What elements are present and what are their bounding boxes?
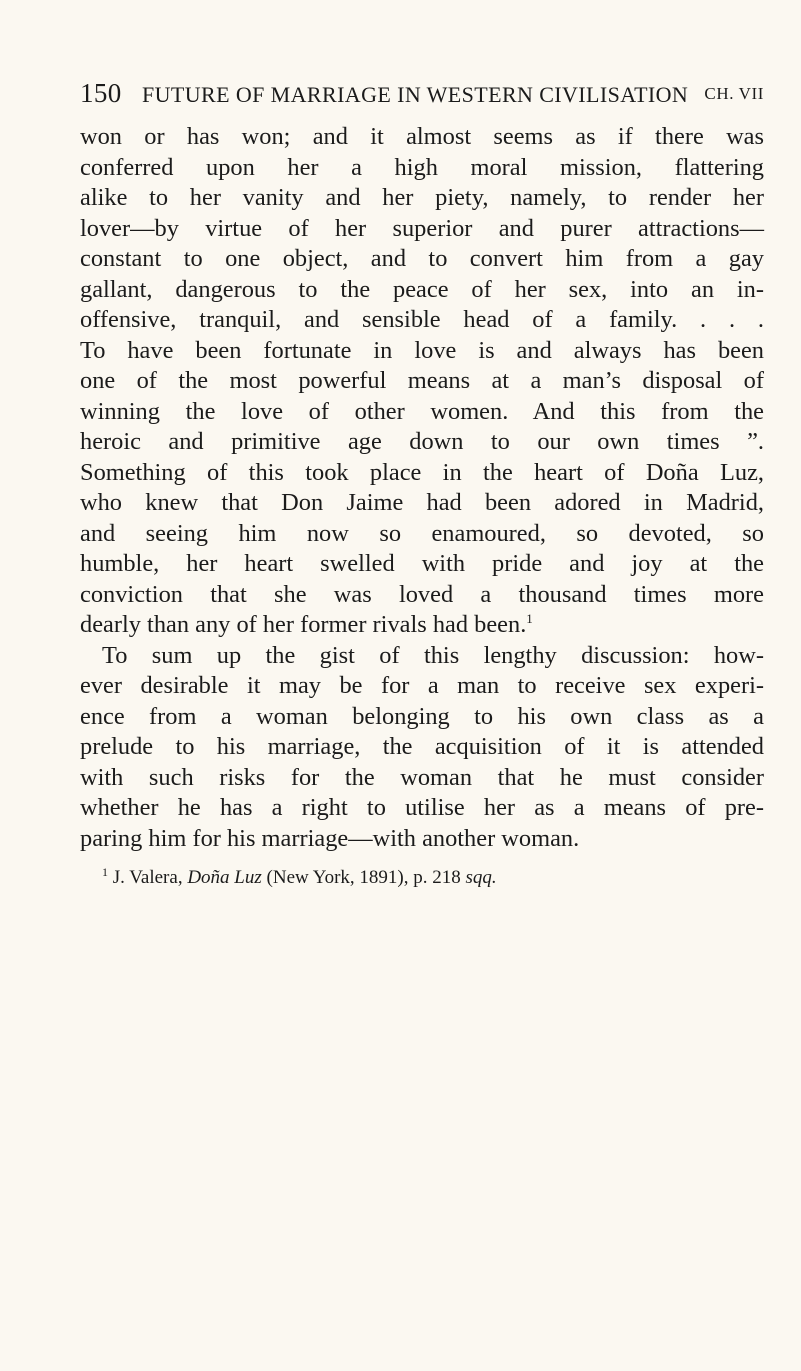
footnote <box>80 866 764 890</box>
text-line: with such risks for the woman that he must consider <box>80 763 764 791</box>
text-line: offensive, tranquil, and sensible head of a family. . . . <box>80 306 764 333</box>
footnote-sqq: sqq. <box>465 867 497 888</box>
running-title: FUTURE OF MARRIAGE IN WESTERN CIVILISATION <box>142 82 689 107</box>
text-line: dearly than any of her former rivals had been. <box>80 611 527 638</box>
text-line: won or has won; and it almost seems as if there was <box>80 123 764 150</box>
chapter-label: CH. VII <box>704 84 764 103</box>
footnote-number: 1 <box>102 865 108 879</box>
text-line: alike to her vanity and her piety, namely, to render her <box>80 184 764 211</box>
footnote-details: (New York, 1891), p. 218 <box>266 867 461 888</box>
text-line: Something of this took place in the heart of Doña Luz, <box>80 458 764 486</box>
footnote-book-title: Doña Luz <box>187 867 262 888</box>
text-line: prelude to his marriage, the acquisition of it is attended <box>80 733 764 760</box>
text-line: gallant, dangerous to the peace of her sex, into an in- <box>80 275 764 303</box>
text-line: constant to one object, and to convert him from a gay <box>80 245 764 272</box>
text-line: To have been fortunate in love is and always has been <box>80 336 764 364</box>
text-line: conviction that she was loved a thousand times more <box>80 580 764 608</box>
footnote-author: J. Valera, <box>112 867 183 888</box>
paragraph-start-line: To sum up the gist of this lengthy discussion: how- <box>102 641 764 669</box>
text-line: paring him for his marriage—with another woman. <box>80 824 580 852</box>
text-line: and seeing him now so enamoured, so devoted, so <box>80 519 764 547</box>
text-line: whether he has a right to utilise her as a means of pre- <box>80 794 764 821</box>
page-number: 150 <box>80 78 122 108</box>
text-line: winning the love of other women. And this from the <box>80 397 764 425</box>
text-line-with-note <box>80 610 764 641</box>
text-line: heroic and primitive age down to our own times ”. <box>80 428 764 455</box>
text-line: one of the most powerful means at a man’s disposal of <box>80 367 764 394</box>
text-line: lover—by virtue of her superior and purer attractions— <box>80 214 764 242</box>
text-line: conferred upon her a high moral mission, flattering <box>80 153 764 181</box>
text-line: ence from a woman belonging to his own class as a <box>80 702 764 730</box>
text-line: humble, her heart swelled with pride and joy at the <box>80 550 764 577</box>
book-page <box>80 76 764 890</box>
footnote-reference[interactable]: 1 <box>526 611 533 626</box>
body-text <box>80 122 764 854</box>
text-line: who knew that Don Jaime had been adored in Madrid, <box>80 489 764 516</box>
running-head <box>80 76 764 116</box>
text-line: ever desirable it may be for a man to receive sex experi- <box>80 672 764 699</box>
